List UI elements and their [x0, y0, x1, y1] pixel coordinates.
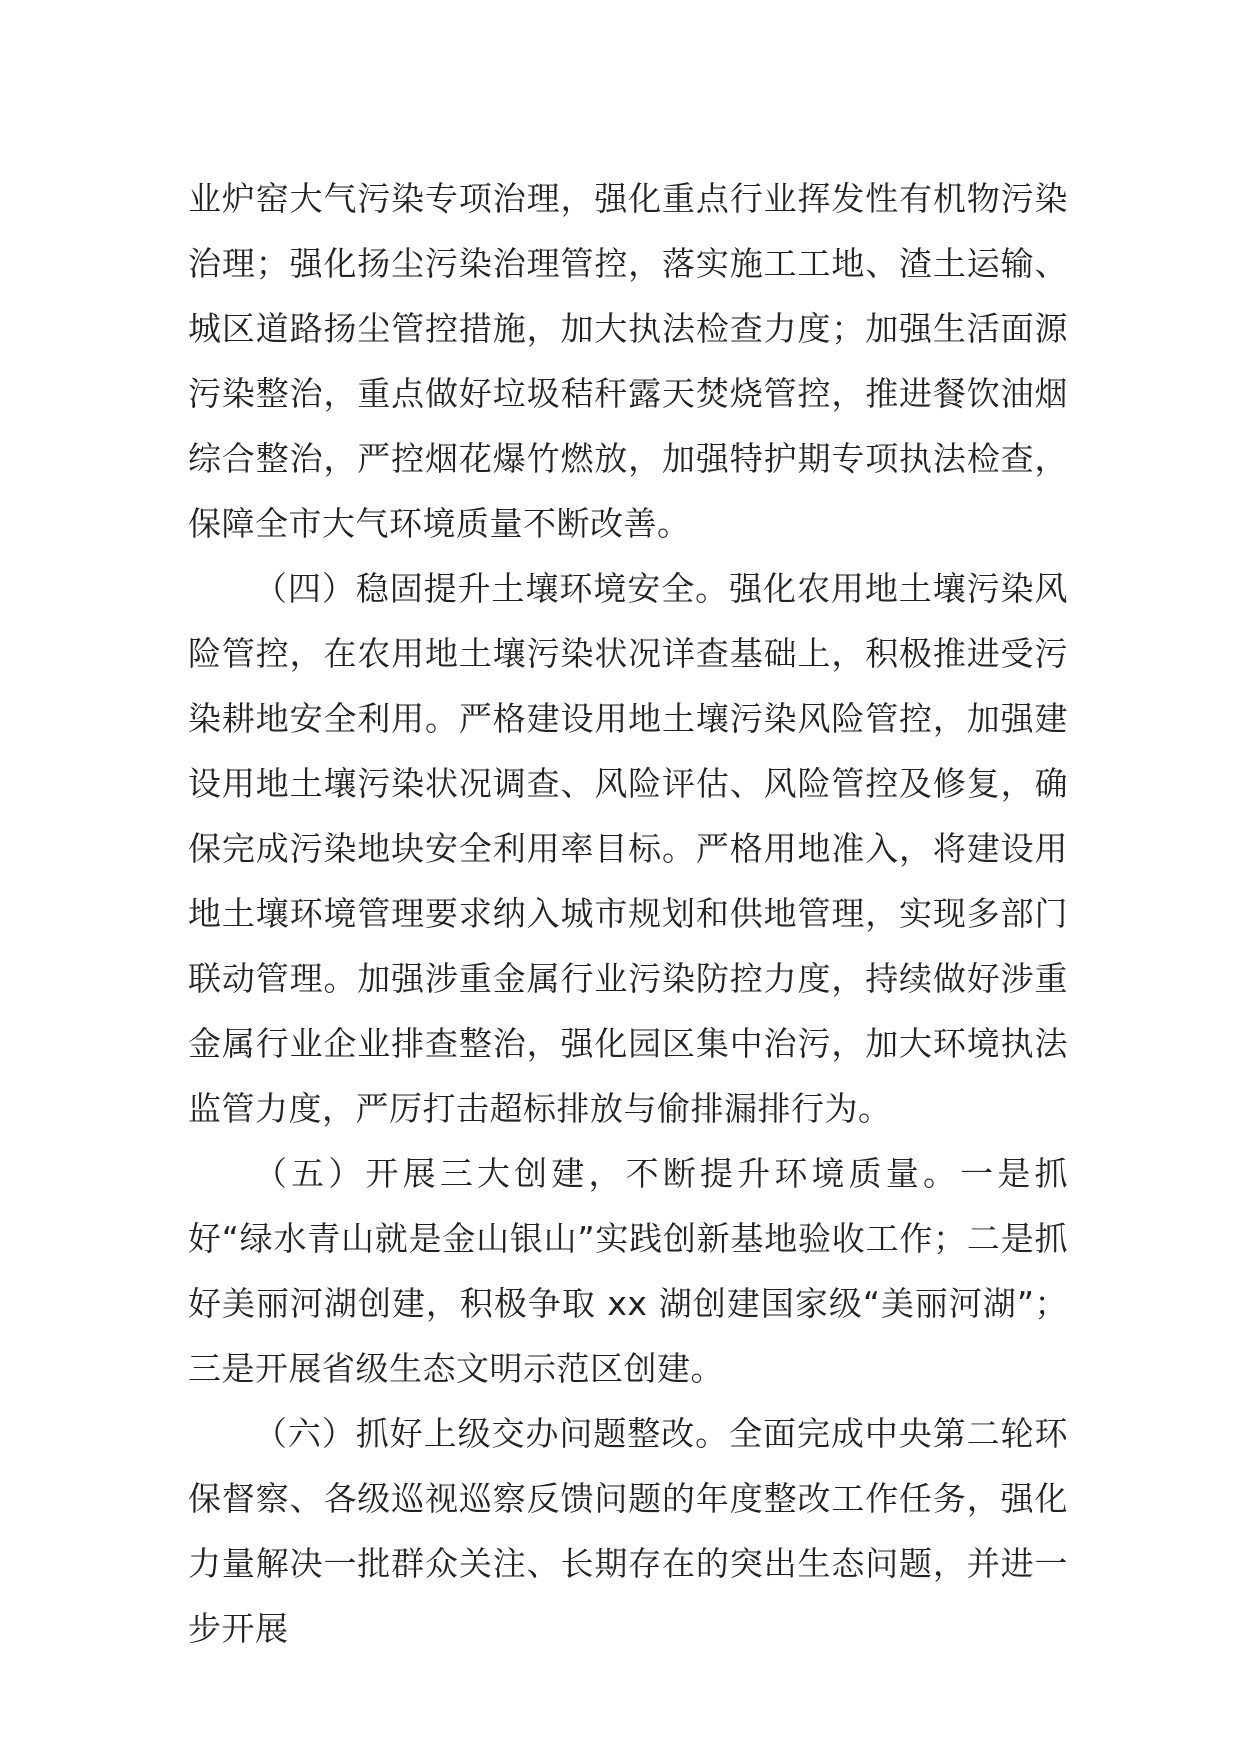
paragraph-three-creations: （五）开展三大创建，不断提升环境质量。一是抓好“绿水青山就是金山银山”实践创新基地验收工作；二是抓好美丽河湖创建，积极争取 xx 湖创建国家级“美丽河湖”；三是开展省级生态文明示范区创建。 [188, 1154, 1068, 1388]
paragraph-continuation: 业炉窑大气污染专项治理，强化重点行业挥发性有机物污染治理；强化扬尘污染治理管控，落实施工工地、渣土运输、城区道路扬尘管控措施，加大执法检查力度；加强生活面源污染整治，重点做好垃圾秸秆露天焚烧管控，推进餐饮油烟综合整治，严控烟花爆竹燃放，加强特护期专项执法检查，保障全市大气环境质量不断改善。 [188, 179, 1068, 543]
paragraph-rectification: （六）抓好上级交办问题整改。全面完成中央第二轮环保督察、各级巡视巡察反馈问题的年度整改工作任务，强化力量解决一批群众关注、长期存在的突出生态问题，并进一步开展 [188, 1414, 1068, 1648]
document-body [188, 166, 1068, 1661]
paragraph-soil-safety: （四）稳固提升土壤环境安全。强化农用地土壤污染风险管控，在农用地土壤污染状况详查基础上，积极推进受污染耕地安全利用。严格建设用地土壤污染风险管控，加强建设用地土壤污染状况调查、风险评估、风险管控及修复，确保完成污染地块安全利用率目标。严格用地准入，将建设用地土壤环境管理要求纳入城市规划和供地管理，实现多部门联动管理。加强涉重金属行业污染防控力度，持续做好涉重金属行业企业排查整治，强化园区集中治污，加大环境执法监管力度，严厉打击超标排放与偷排漏排行为。 [188, 569, 1068, 1128]
